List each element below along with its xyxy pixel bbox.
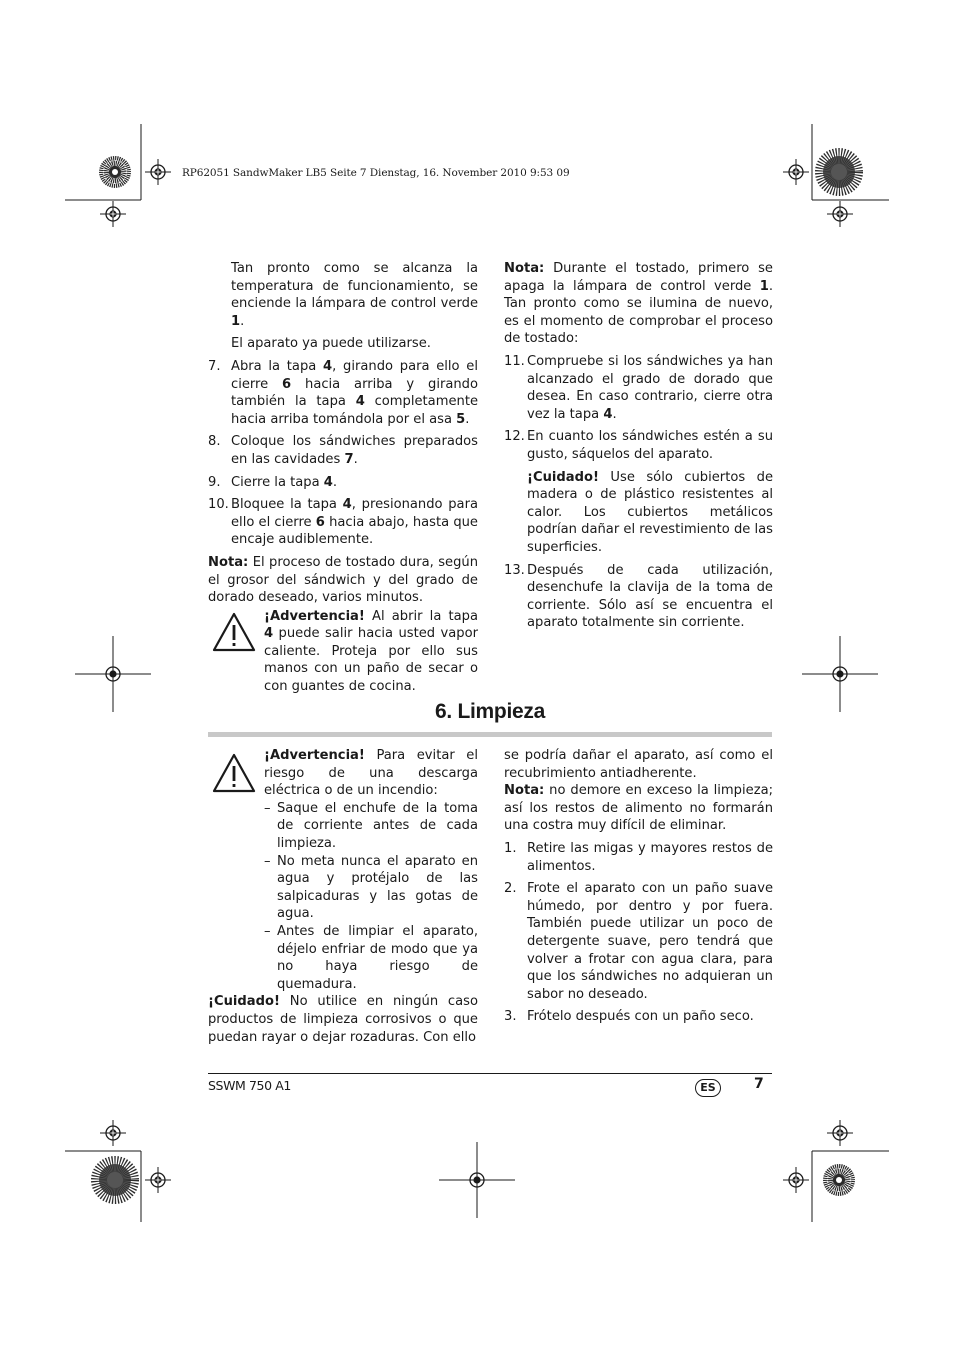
language-badge: ES [695,1079,721,1097]
list-item: 7. Abra la tapa 4, girando para ello el cierre 6 hacia arriba y girando también la tapa 4 completamente hacia arriba tomándola por el asa 5. [208,358,479,427]
list-item: 9. Cierre la tapa 4. [208,474,338,490]
note-paragraph: Nota: Durante el tostado, primero se apaga la lámpara de control verde 1. Tan pronto como se ilumina de nuevo, es el momento de comprobar el proceso de tostado: [504,261,773,347]
footer-model: SSWM 750 A1 [208,1078,291,1093]
warning-paragraph: ¡Advertencia! Al abrir la tapa 4 puede salir hacia usted vapor caliente. Proteja por ello sus manos con un paño de secar o con guantes de cocina. [264,608,478,695]
page-number: 7 [754,1076,764,1092]
list-item: 1. Retire las migas y mayores restos de alimentos. [504,840,773,874]
section-title: 6. Limpieza [435,700,545,723]
caution-paragraph: ¡Cuidado! No utilice en ningún caso productos de limpieza corrosivos o que puedan rayar o dejar rozaduras. Con ello [208,994,478,1045]
list-item: 3. Frótelo después con un paño seco. [504,1009,754,1025]
list-item: 13. Después de cada utilización, desenchufe la clavija de la toma de corriente. Sólo así se encuentra el aparato totalmente sin corriente. [504,562,773,631]
list-item: 11. Compruebe si los sándwiches ya han alcanzado el grado de dorado que desea. En caso contrario, cierre otra vez la tapa 4. [504,353,773,422]
list-item: 10. Bloquee la tapa 4, presionando para ello el cierre 6 hacia abajo, hasta que encaje audiblemente. [208,497,478,548]
warning-paragraph: ¡Advertencia! Para evitar el riesgo de una descarga eléctrica o de un incendio: [264,748,478,799]
note-paragraph: Nota: El proceso de tostado dura, según el grosor del sándwich y del grado de dorado deseado, varios minutos. [208,554,478,606]
paragraph: Tan pronto como se alcanza la temperatura de funcionamiento, se enciende la lámpara de control verde 1. [231,261,478,329]
paragraph: se podría dañar el aparato, así como el recubrimiento antiadherente. [504,748,773,781]
list-item: 2. Frote el aparato con un paño suave húmedo, por dentro y por fuera. También puede utilizar un poco de detergente suave, pero tendrá que volver a frotar con agua clara, para que los sándwiches no adquieran un sabor no deseado. [504,881,773,1002]
list-item: 12. En cuanto los sándwiches estén a su gusto, sáquelos del aparato. [504,429,773,462]
note-paragraph: Nota: no demore en exceso la limpieza; así los restos de alimento no formarán una costra muy difícil de eliminar. [504,783,773,834]
list-item: 8. Coloque los sándwiches preparados en las cavidades 7. [208,434,478,467]
paragraph: El aparato ya puede utilizarse. [231,336,431,352]
dash-item: – Saque el enchufe de la toma de corriente antes de cada limpieza. [264,800,478,851]
dash-item: – Antes de limpiar el aparato, déjelo enfriar de modo que ya no haya riesgo de quemadura. [264,923,478,992]
dash-item: – No meta nunca el aparato en agua y protéjalo de las salpicaduras y las gotas de agua. [264,853,478,922]
print-header: RP62051 SandwMaker LB5 Seite 7 Dienstag, 16. November 2010 9:53 09 [182,167,570,179]
caution-paragraph: ¡Cuidado! Use sólo cubiertos de madera o de plástico resistentes al calor. Los cubiertos metálicos podrían dañar el revestimiento de las superficies. [527,469,773,555]
